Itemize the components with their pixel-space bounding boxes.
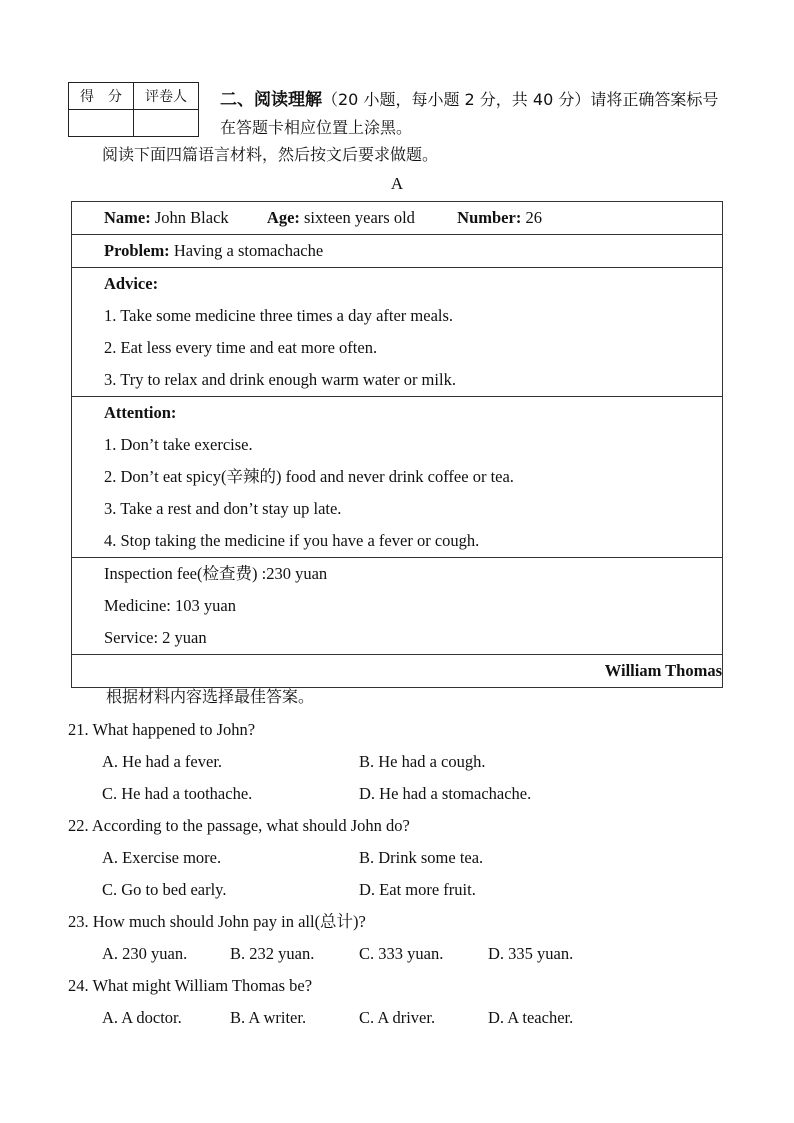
- option[interactable]: D. A teacher.: [488, 1008, 574, 1027]
- option[interactable]: D. He had a stomachache.: [359, 784, 532, 803]
- score-header: 得 分: [69, 83, 134, 110]
- option[interactable]: A. 230 yuan.: [102, 944, 188, 963]
- option[interactable]: C. He had a toothache.: [102, 784, 253, 803]
- question-stem: 21. What happened to John?: [68, 720, 256, 739]
- fee-item: Service: 2 yuan: [104, 628, 207, 647]
- attention-item: 3. Take a rest and don’t stay up late.: [104, 499, 342, 518]
- record-row-signature: [72, 655, 723, 688]
- option[interactable]: A. A doctor.: [102, 1008, 182, 1027]
- advice-item: 1. Take some medicine three times a day after meals.: [104, 306, 454, 325]
- question-stem: 24. What might William Thomas be?: [68, 976, 313, 995]
- record-row-attention: [72, 397, 723, 558]
- advice-item: 2. Eat less every time and eat more often.: [104, 338, 378, 357]
- question-stem: 23. How much should John pay in all(总计)?: [68, 912, 366, 931]
- answer-instruction: 根据材料内容选择最佳答案。: [106, 687, 315, 706]
- reading-instruction: 阅读下面四篇语言材料，然后按文后要求做题。: [102, 145, 439, 164]
- attention-item: 4. Stop taking the medicine if you have a fever or cough.: [104, 531, 480, 550]
- section-detail: （20 小题，每小题 2 分，共 40 分）请将正确答案标号在答题卡相应位置上涂黑。: [220, 90, 719, 137]
- record-row-advice: [72, 268, 723, 397]
- passage-label: A: [390, 174, 404, 193]
- medical-record-table: [71, 201, 723, 688]
- grader-cell: [134, 110, 199, 137]
- option[interactable]: B. Drink some tea.: [359, 848, 484, 867]
- option[interactable]: B. A writer.: [230, 1008, 307, 1027]
- doctor-signature: William Thomas: [604, 661, 722, 680]
- advice-item: 3. Try to relax and drink enough warm water or milk.: [104, 370, 456, 389]
- attention-item: 2. Don’t eat spicy(辛辣的) food and never drink coffee or tea.: [104, 467, 514, 486]
- option[interactable]: B. He had a cough.: [359, 752, 486, 771]
- problem-label: Problem:: [104, 241, 170, 260]
- option[interactable]: B. 232 yuan.: [230, 944, 315, 963]
- option[interactable]: C. 333 yuan.: [359, 944, 444, 963]
- question-list: [68, 714, 728, 1034]
- record-row-identity: [72, 202, 723, 235]
- question-options: [68, 746, 728, 810]
- score-box: [68, 82, 199, 137]
- age-value: sixteen years old: [299, 208, 415, 227]
- problem-value: Having a stomachache: [169, 241, 324, 260]
- fee-item: Inspection fee(检查费) :230 yuan: [104, 564, 328, 583]
- record-row-fees: [72, 558, 723, 655]
- name-value: John Black: [150, 208, 229, 227]
- option[interactable]: D. Eat more fruit.: [359, 880, 476, 899]
- advice-label: Advice:: [104, 274, 159, 293]
- question-stem: 22. According to the passage, what should John do?: [68, 816, 410, 835]
- record-row-problem: [72, 235, 723, 268]
- question-options: [68, 842, 728, 906]
- question-options: [68, 938, 728, 970]
- age-label: Age:: [266, 208, 300, 227]
- option[interactable]: A. Exercise more.: [102, 848, 222, 867]
- option[interactable]: C. A driver.: [359, 1008, 436, 1027]
- option[interactable]: A. He had a fever.: [102, 752, 223, 771]
- number-label: Number:: [457, 208, 522, 227]
- name-label: Name:: [104, 208, 151, 227]
- section-title: 二、阅读理解: [220, 90, 322, 110]
- number-value: 26: [521, 208, 542, 227]
- section-heading: [220, 86, 720, 142]
- option[interactable]: C. Go to bed early.: [102, 880, 227, 899]
- fee-item: Medicine: 103 yuan: [104, 596, 236, 615]
- attention-label: Attention:: [104, 403, 177, 422]
- grader-header: 评卷人: [134, 83, 199, 110]
- question-options: [68, 1002, 728, 1034]
- score-cell: [69, 110, 134, 137]
- attention-item: 1. Don’t take exercise.: [104, 435, 253, 454]
- option[interactable]: D. 335 yuan.: [488, 944, 574, 963]
